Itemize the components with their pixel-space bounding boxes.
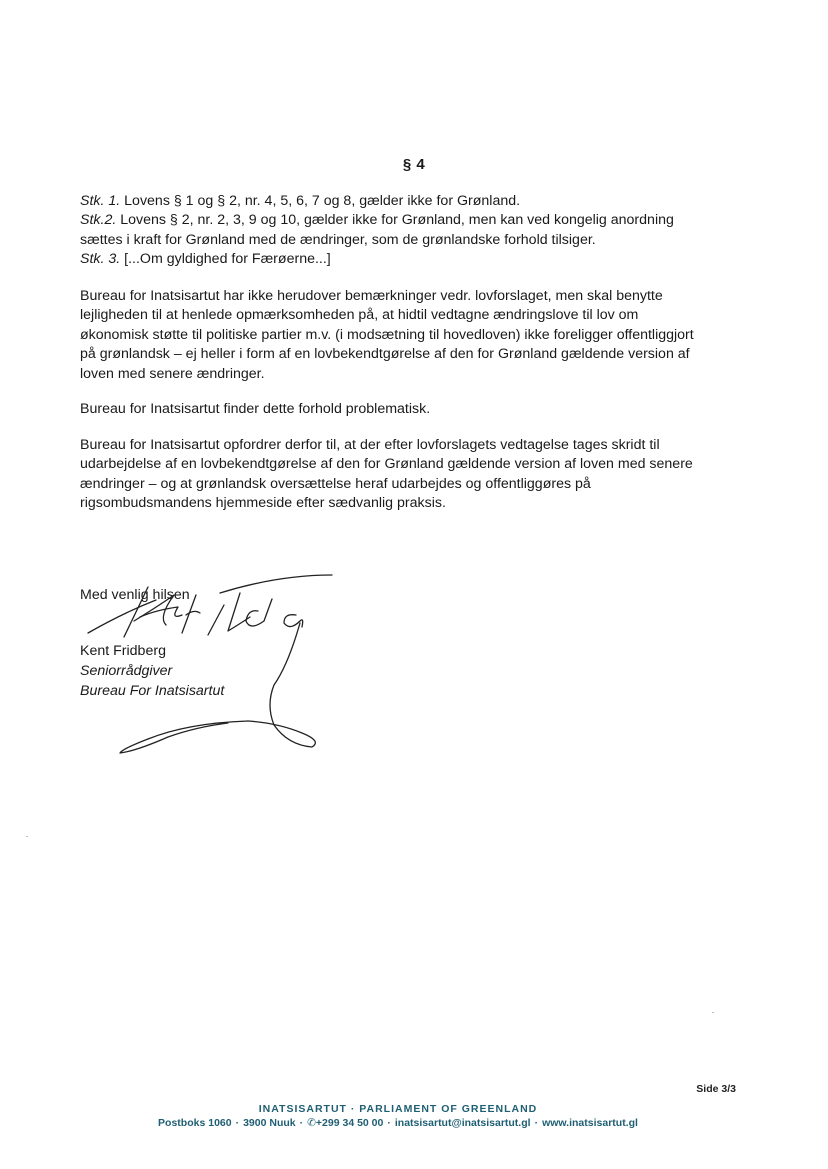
paragraph-problematic [80, 400, 730, 419]
scan-speck [712, 1012, 714, 1013]
footer-address: Postboks 1060 [158, 1117, 232, 1129]
footer-phone: ✆+299 34 50 00 [307, 1117, 384, 1129]
stk-list [80, 192, 730, 270]
stk-text: sættes i kraft for Grønland med de ændringer, som de grønlandske forhold tilsiger. [80, 231, 596, 248]
paragraph-line: udarbejdelse af en lovbekendtgørelse af den for Grønland gældende version af loven med senere [80, 456, 693, 473]
paragraph-remarks [80, 287, 730, 384]
closing-greeting: Med venlig hilsen [80, 587, 190, 603]
paragraph-line: Bureau for Inatsisartut opfordrer derfor til, at der efter lovforslagets vedtagelse tages skridt til [80, 437, 660, 453]
signer-name: Kent Fridberg [80, 643, 166, 659]
stk-label: Stk.2. [80, 212, 117, 229]
stk-label: Stk. 1. [80, 193, 121, 209]
signer-title: Seniorrådgiver [80, 662, 173, 679]
paragraph-line: rigsombudsmandens hjemmeside efter sædvanlig praksis. [80, 495, 446, 512]
stk-text: Lovens § 2, nr. 2, 3, 9 og 10, gælder ikke for Grønland, men kan ved kongelig anordning [116, 212, 674, 229]
paragraph-line: Bureau for Inatsisartut finder dette forhold problematisk. [80, 401, 431, 417]
stk-text: Lovens § 1 og § 2, nr. 4, 5, 6, 7 og 8, gælder ikke for Grønland. [120, 193, 521, 209]
section-heading: § 4 [402, 156, 426, 173]
footer-contact: Postboks 1060 · 3900 Nuuk · ✆+299 34 50 00 · inatsisartut@inatsisartut.gl · www.inatsisartut.gl [158, 1117, 638, 1129]
stk-item-2-continued [80, 231, 730, 250]
stk-label: Stk. 3. [80, 251, 121, 268]
footer-city: 3900 Nuuk [243, 1117, 296, 1129]
stk-item-3 [80, 250, 730, 269]
signer-block [80, 642, 224, 701]
paragraph-line: ændringer – og at grønlandsk oversættelse heraf udarbejdes og offentliggøres på [80, 475, 591, 492]
paragraph-request [80, 436, 730, 514]
footer-website-link[interactable]: www.inatsisartut.gl [542, 1117, 638, 1129]
page-number: Side 3/3 [696, 1083, 736, 1095]
paragraph-line: loven med senere ændringer. [80, 365, 265, 382]
scan-speck [26, 836, 28, 837]
paragraph-line: lejligheden til at henlede opmærksomheden på, at hidtil vedtagne ændringslove til lov om [80, 307, 639, 324]
paragraph-line: økonomisk støtte til politiske partier m.v. (i modsætning til hovedloven) ikke foreligger offentliggjort [80, 326, 694, 343]
footer-email-link[interactable]: inatsisartut@inatsisartut.gl [394, 1117, 531, 1129]
stk-text: [...Om gyldighed for Færøerne...] [120, 251, 331, 268]
footer-organization: INATSISARTUT · PARLIAMENT OF GREENLAND [258, 1103, 538, 1115]
signer-organization: Bureau For Inatsisartut [80, 682, 225, 699]
stk-item-2 [80, 211, 730, 230]
paragraph-line: Bureau for Inatsisartut har ikke herudover bemærkninger vedr. lovforslaget, men skal benytte [80, 288, 663, 304]
stk-item-1 [80, 192, 730, 211]
paragraph-line: på grønlandsk – ej heller i form af en lovbekendtgørelse af den for Grønland gældende version af [80, 346, 690, 363]
